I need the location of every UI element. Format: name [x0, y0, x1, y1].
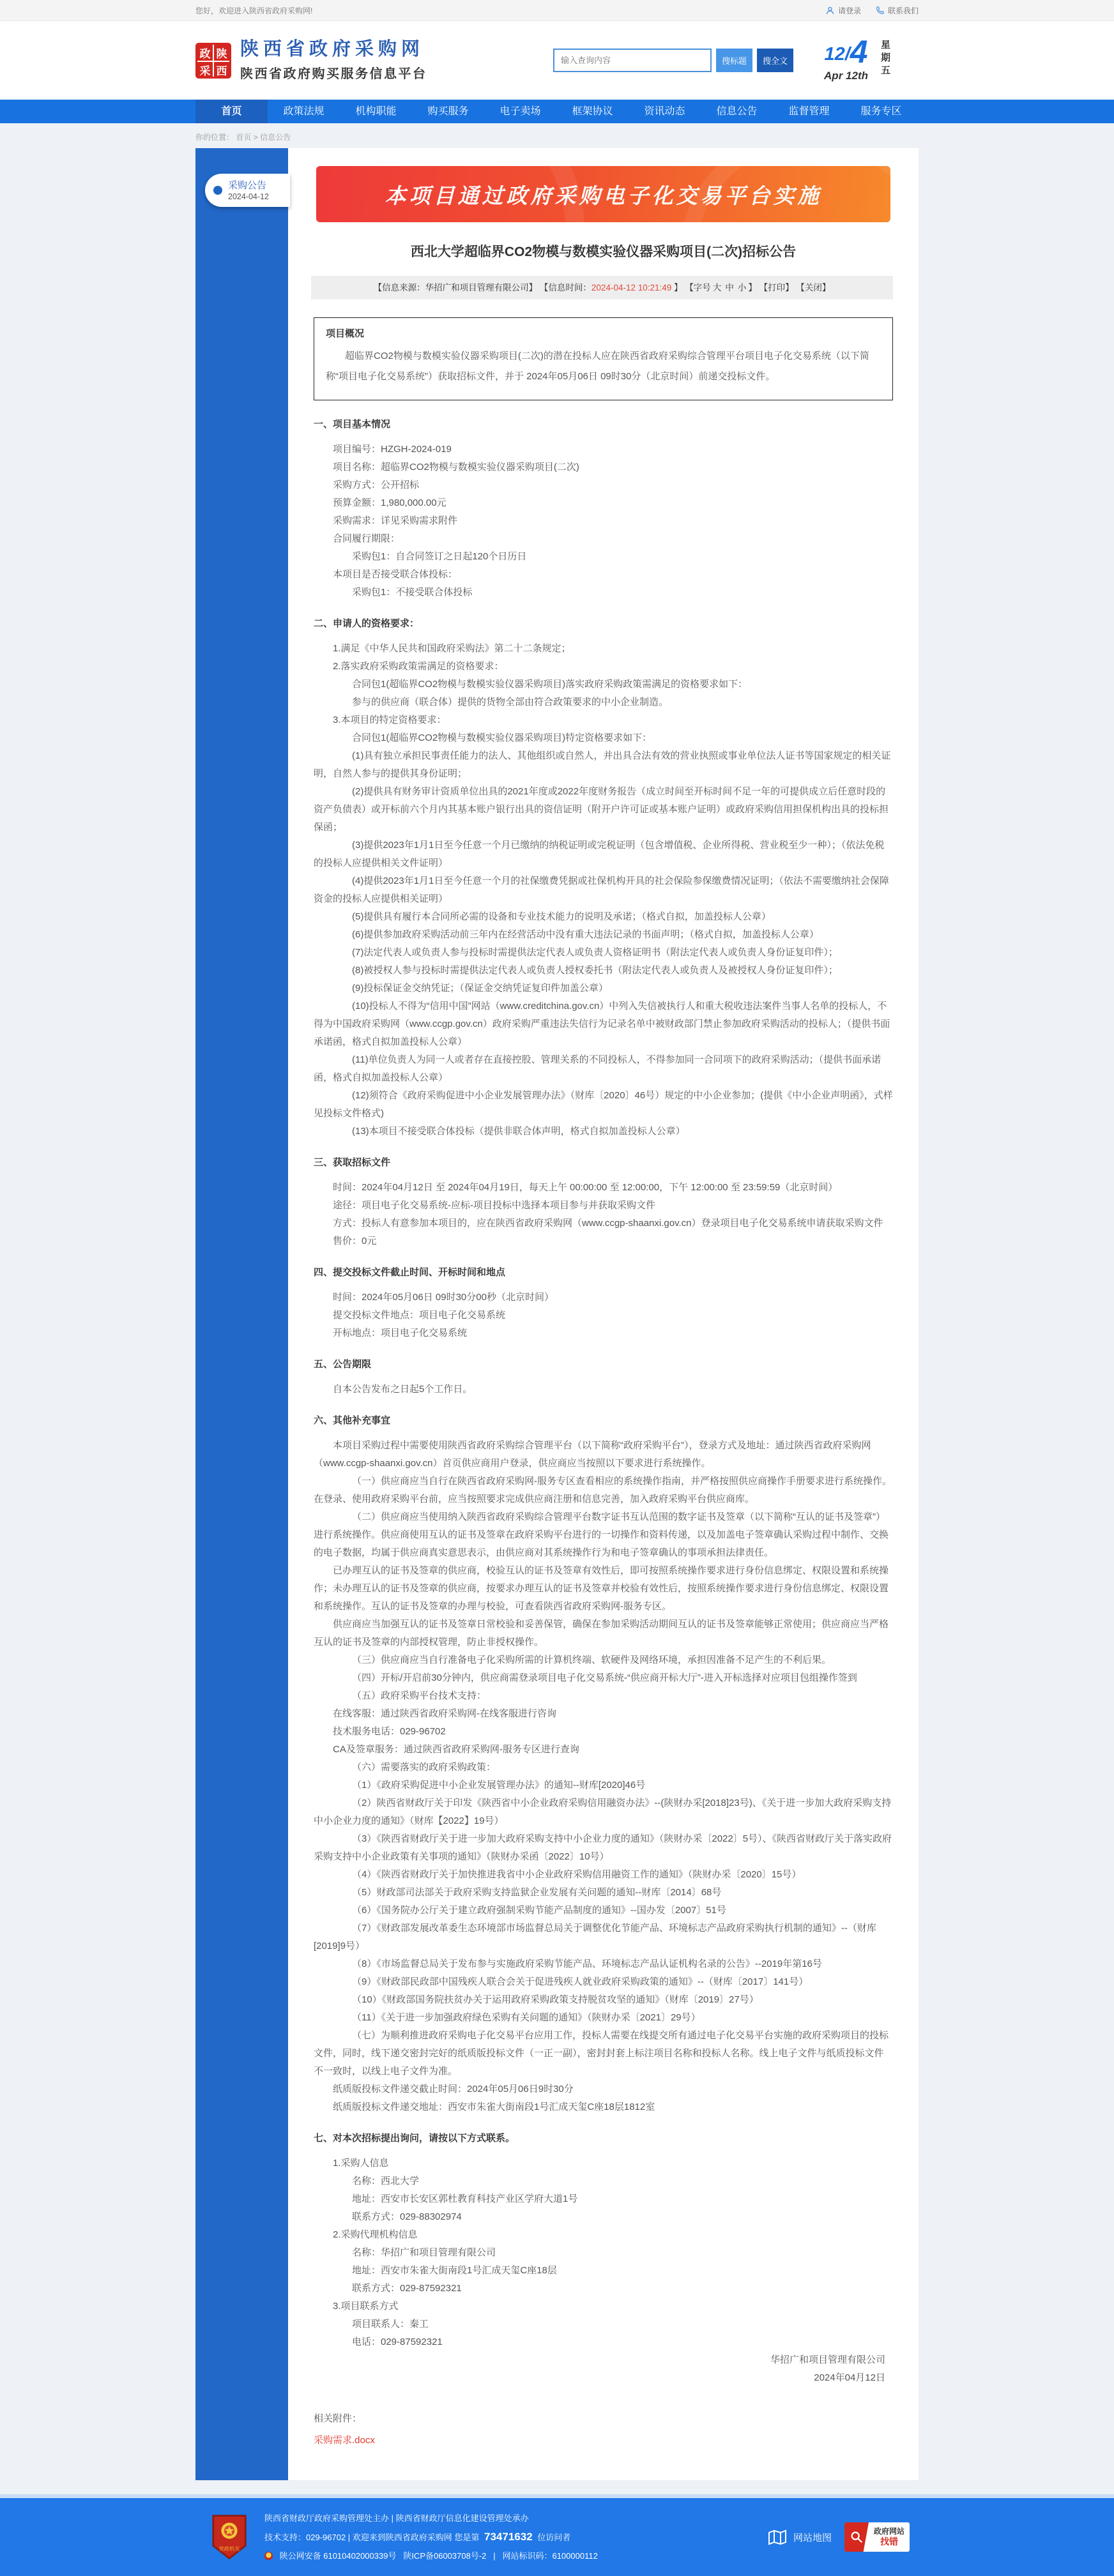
article-paragraph: （6）《国务院办公厅关于建立政府强制采购节能产品制度的通知》--国办发〔2007〕51号: [352, 1905, 726, 1916]
beian-icp: 陕ICP备06003708号-2: [403, 2551, 487, 2561]
article-paragraph: 2024年04月12日: [814, 2372, 885, 2383]
article-paragraph: 一、项目基本情况: [314, 419, 391, 430]
banner-text: 本项目通过政府采购电子化交易平台实施: [385, 183, 822, 208]
article-paragraph: 3.本项目的特定资格要求：: [333, 715, 446, 725]
article-paragraph: 电话：029-87592321: [352, 2337, 443, 2347]
article-paragraph: 合同包1(超临界CO2物模与数模实验仪器采购项目)落实政府采购政策需满足的资格要求如下：: [352, 679, 748, 690]
article-paragraph: 三、获取招标文件: [314, 1157, 391, 1168]
breadcrumb-home-link[interactable]: 首页: [236, 133, 252, 142]
category-tab[interactable]: [205, 174, 290, 207]
article-paragraph: 本项目采购过程中需要使用陕西省政府采购综合管理平台（以下简称“政府采购平台”），登录方式及地址：通过陕西省政府采购网（www.ccgp-shaanxi.gov.cn）首页供应商用户登录，供应商应当按照以下要求进行系统操作。: [314, 1440, 871, 1469]
font-size-option[interactable]: 中: [725, 283, 734, 292]
article-paragraph: （四）开标/开启前30分钟内，供应商需登录项目电子化交易系统-“供应商开标大厅”-进入开标选择对应项目包组操作签到: [352, 1672, 857, 1683]
article-paragraph: CA及签章服务：通过陕西省政府采购网-服务专区进行查询: [333, 1744, 579, 1755]
article-paragraph: (10)投标人不得为“信用中国”网站（www.creditchina.gov.cn）中列入失信被执行人和重大税收违法案件当事人名单的投标人，不得为中国政府采购网（www.ccgp.gov.cn）政府采购严重违法失信行为记录名单中被财政部门禁止参加政府采购活动的投标人；（提供书面承诺函，格式自拟加盖投标人公章）: [314, 1001, 890, 1047]
sitemap-link[interactable]: [767, 2527, 832, 2547]
search-input[interactable]: [553, 49, 712, 72]
nav-item[interactable]: 信息公告: [716, 106, 758, 117]
footer-line2: [264, 2527, 598, 2547]
article-paragraph: 华招广和项目管理有限公司: [770, 2354, 885, 2365]
site-logo: [195, 39, 427, 82]
article-paragraph: （二）供应商应当使用纳入陕西省政府采购综合管理平台数字证书互认范围的数字证书及签章（以下简称“互认的证书及签章”）进行系统操作。供应商使用互认的证书及签章在政府采购平台进行的一切操作和资料传递，以及加盖电子签章确认采购过程中制作、交换的电子数据，均属于供应商真实意思表示，由供应商对其系统操作行为和电子签章确认的事项承担法律责任。: [314, 1512, 889, 1558]
date-weekday: 星期五: [880, 39, 890, 78]
site-error-report-badge[interactable]: [844, 2522, 910, 2552]
article-paragraph: （11）《关于进一步加强政府绿色采购有关问题的通知》（陕财办采〔2021〕29号）: [352, 2012, 701, 2023]
article-paragraph: 五、公告期限: [314, 1359, 372, 1370]
logo-seal-icon: [195, 43, 231, 79]
article-paragraph: (1)具有独立承担民事责任能力的法人、其他组织或自然人，并出具合法有效的营业执照或事业单位法人证书等国家规定的相关证明，自然人参与的提供其身份证明；: [314, 750, 891, 779]
article-paragraph: 采购需求：详见采购需求附件: [333, 515, 458, 526]
overview-heading: 项目概况: [326, 328, 365, 339]
article-paragraph: (12)须符合《政府采购促进中小企业发展管理办法》（财库〔2020〕46号）规定的中小企业参加；(提供《中小企业声明函》，式样见投标文件格式): [314, 1090, 893, 1119]
attachments-label: 相关附件：: [314, 2413, 362, 2424]
err-badge-bottom: 找错: [880, 2536, 898, 2547]
article-paragraph: (11)单位负责人为同一人或者存在直接控股、管理关系的不同投标人，不得参加同一合同项下的政府采购活动；（提供书面承诺函，格式自拟加盖投标人公章）: [314, 1054, 881, 1083]
footer-line2-prefix: 技术支持：029-96702 | 欢迎来到陕西省政府采购网 您是第: [264, 2533, 480, 2542]
article-paragraph: (6)提供参加政府采购活动前三年内在经营活动中没有重大违法记录的书面声明；（格式自拟，加盖投标人公章）: [352, 929, 819, 940]
article-paragraph: 方式：投标人有意参加本项目的，应在陕西省政府采购网（www.ccgp-shaanxi.gov.cn）登录项目电子化交易系统申请获取采购文件: [333, 1218, 883, 1229]
article-paragraph: 七、对本次招标提出询问，请按以下方式联系。: [314, 2133, 515, 2144]
page-title: 西北大学超临界CO2物模与数模实验仪器采购项目(二次)招标公告: [410, 245, 797, 259]
article-paragraph: （三）供应商应当自行准备电子化采购所需的计算机终端、软硬件及网络环境，承担因准备不足产生的不利后果。: [352, 1655, 832, 1665]
visitor-count: 73471632: [484, 2531, 533, 2543]
search-fulltext-button[interactable]: 搜全文: [757, 49, 793, 72]
site-subtitle: 陕西省政府购买服务信息平台: [240, 67, 427, 82]
article-paragraph: 六、其他补充事宜: [314, 1415, 391, 1426]
article-paragraph: 供应商应当加强互认的证书及签章日常校验和妥善保管，确保在参加采购活动期间互认的证书及签章能够正常使用；供应商应当严格互认的证书及签章的内部授权管理，防止非授权操作。: [314, 1619, 889, 1648]
article-paragraph: 纸质版投标文件递交地址：西安市朱雀大街南段1号汇成天玺C座18层1812室: [333, 2102, 655, 2112]
article-paragraph: 售价：0元: [333, 1236, 377, 1246]
article-paragraph: (13)本项目不接受联合体投标（提供非联合体声明，格式自拟加盖投标人公章）: [352, 1126, 685, 1137]
phone-icon: [875, 6, 885, 15]
article-paragraph: 合同履行期限：: [333, 533, 401, 544]
article-paragraph: 已办理互认的证书及签章的供应商，校验互认的证书及签章有效性后，即可按照系统操作要求进行身份信息绑定、权限设置和系统操作；未办理互认的证书及签章的供应商，按要求办理互认的证书及签章并校验有效性后，按照系统操作要求进行身份信息绑定、权限设置和系统操作。互认的证书及签章的办理与校验，可查看陕西省政府采购网-服务专区。: [314, 1565, 889, 1612]
article-paragraph: (9)投标保证金交纳凭证；（保证金交纳凭证复印件加盖公章）: [352, 983, 608, 994]
article-paragraph: 1.满足《中华人民共和国政府采购法》第二十二条规定；: [333, 643, 571, 654]
beian-police: 陕公网安备 61010402000339号: [279, 2551, 397, 2561]
article-paragraph: 名称：西北大学: [352, 2176, 420, 2186]
user-icon: [825, 6, 835, 15]
article-paragraph: 采购方式：公开招标: [333, 480, 420, 490]
article-paragraph: （8）《市场监督总局关于发布参与实施政府采购节能产品、环境标志产品认证机构名录的公告》--2019年第16号: [352, 1959, 822, 1969]
breadcrumb: [195, 123, 919, 148]
breadcrumb-label: 你的位置：: [195, 133, 234, 142]
meta-bar: [311, 276, 893, 299]
date-widget: [824, 33, 919, 83]
article-paragraph: (7)法定代表人或负责人参与投标时需提供法定代表人或负责人资格证明书（附法定代表人或负责人身份证复印件）；: [352, 947, 838, 958]
overview-box: [314, 317, 893, 400]
article-paragraph: （3）《陕西省财政厅关于进一步加大政府采购支持中小企业力度的通知》（陕财办采〔2022〕5号）、《陕西省财政厅关于落实政府采购支持中小企业政策有关事项的通知》（陕财办采函〔2022〕10号）: [314, 1833, 892, 1862]
article-paragraph: 采购包1：自合同签订之日起120个日历日: [352, 551, 527, 562]
nav-item[interactable]: 购买服务: [427, 106, 469, 117]
nav-item[interactable]: 电子卖场: [500, 106, 541, 117]
date-english: Apr 12th: [824, 70, 868, 82]
article-paragraph: 时间：2024年05月06日 09时30分00秒（北京时间）: [333, 1292, 554, 1303]
article-paragraph: 地址：西安市朱雀大街南段1号汇成天玺C座18层: [352, 2265, 557, 2276]
article-paragraph: 联系方式：029-88302974: [352, 2211, 462, 2222]
meta-fontsize-label: 【字号: [685, 283, 711, 292]
nav-item[interactable]: 资讯动态: [644, 106, 685, 117]
article-paragraph: （9）《财政部民政部中国残疾人联合会关于促进残疾人就业政府采购政策的通知》--（财库〔2017〕141号）: [352, 1976, 809, 1987]
content-area: [195, 148, 919, 2480]
date-month: 12/: [824, 44, 850, 65]
article-paragraph: （1）《政府采购促进中小企业发展管理办法》的通知--财库[2020]46号: [352, 1780, 646, 1791]
attachment-link[interactable]: 采购需求.docx: [314, 2435, 375, 2446]
search-title-button[interactable]: 搜标题: [716, 49, 752, 72]
site-name: 陕西省政府采购网: [240, 38, 425, 59]
date-day: 4: [850, 33, 868, 70]
article-paragraph: 技术服务电话：029-96702: [333, 1726, 446, 1737]
article-paragraph: 名称：华招广和项目管理有限公司: [352, 2247, 496, 2258]
article-paragraph: （一）供应商应当自行在陕西省政府采购网-服务专区查看相应的系统操作指南，并严格按照供应商操作手册要求进行系统操作。在登录、使用政府采购平台前，应当按照要求完成供应商注册和信息完善，加入政府采购平台供应商库。: [314, 1476, 892, 1504]
nav-item[interactable]: 首页: [195, 100, 268, 123]
login-label: 请登录: [837, 6, 861, 15]
article-paragraph: （4）《陕西省财政厅关于加快推进我省中小企业政府采购信用融资工作的通知》（陕财办采〔2020〕15号）: [352, 1869, 802, 1880]
article-body: [314, 416, 893, 2450]
logo-seal-char: 采: [197, 62, 213, 78]
article-paragraph: 项目编号：HZGH-2024-019: [333, 444, 452, 455]
article-paragraph: 合同包1(超临界CO2物模与数模实验仪器采购项目)特定资格要求如下：: [352, 732, 652, 743]
article-paragraph: 1.采购人信息: [333, 2158, 389, 2169]
page-footer: [0, 2494, 1114, 2576]
nav-item[interactable]: 机构职能: [355, 106, 397, 117]
welcome-text: 您好，欢迎进入陕西省政府采购网!: [195, 6, 313, 15]
article-paragraph: 二、申请人的资格要求：: [314, 618, 420, 629]
article-paragraph: （七）为顺利推进政府采购电子化交易平台应用工作，投标人需要在线提交所有通过电子化交易平台实施的政府采购项目的投标文件，同时，线下递交密封完好的纸质版投标文件（一正一副），密封封套上标注项目名称和投标人名称。线上电子文件与纸质投标文件不一致时，以线上电子文件为准。: [314, 2030, 889, 2077]
announcement-banner: [316, 166, 890, 222]
article-paragraph: （7）《财政部发展改革委生态环境部市场监督总局关于调整优化节能产品、环境标志产品政府采购执行机制的通知》--（财库[2019]9号）: [314, 1923, 876, 1951]
login-link[interactable]: [825, 5, 861, 16]
logo-seal-char: 陕: [214, 45, 229, 61]
article-paragraph: 提交投标文件地点：项目电子化交易系统: [333, 1310, 506, 1321]
breadcrumb-separator: >: [253, 133, 258, 142]
article-paragraph: (4)提供2023年1月1日至今任意一个月的社保缴费凭据或社保机构开具的社会保险参保缴费情况证明；（依法不需要缴纳社会保障资金的投标人应提供相关证明）: [314, 875, 889, 904]
article-paragraph: （五）政府采购平台技术支持：: [352, 1690, 487, 1701]
footer-line1: 陕西省财政厅政府采购管理处主办 | 陕西省财政厅信息化建设管理处承办: [264, 2513, 529, 2523]
article-paragraph: 联系方式：029-87592321: [352, 2283, 462, 2294]
article-paragraph: 项目名称：超临界CO2物模与数模实验仪器采购项目(二次): [333, 462, 579, 473]
article-paragraph: 四、提交投标文件截止时间、开标时间和地点: [314, 1267, 506, 1278]
contact-label: 联系我们: [887, 6, 919, 15]
article-paragraph: （10）《财政部国务院扶贫办关于运用政府采购政策支持脱贫攻坚的通知》（财库〔2019〕27号）: [352, 1994, 759, 2005]
overview-body: 超临界CO2物模与数模实验仪器采购项目(二次)的潜在投标人应在陕西省政府采购综合管理平台项目电子化交易系统（以下简称“项目电子化交易系统”）获取招标文件，并于 2024年05月06日 09时30分（北京时间）前递交投标文件。: [326, 351, 869, 382]
category-rail: [195, 148, 288, 2480]
article-paragraph: 2.落实政府采购政策需满足的资格要求：: [333, 661, 504, 672]
footer-separator: |: [493, 2551, 496, 2561]
nav-item[interactable]: 监督管理: [788, 106, 830, 117]
government-emblem-icon: [211, 2513, 248, 2561]
font-size-option[interactable]: 大: [712, 283, 722, 292]
article-paragraph: 开标地点：项目电子化交易系统: [333, 1328, 468, 1338]
article-paragraph: 地址：西安市长安区郭杜教育科技产业区学府大道1号: [352, 2193, 578, 2204]
nav-item[interactable]: 框架协议: [572, 106, 613, 117]
article-paragraph: (8)被授权人参与投标时需提供法定代表人或负责人授权委托书（附法定代表人或负责人及被授权人身份证复印件）；: [352, 965, 838, 976]
meta-time-prefix: 【信息时间：: [539, 283, 591, 292]
print-button[interactable]: 【打印】: [759, 283, 794, 292]
police-badge-icon: [264, 2552, 273, 2560]
contact-link[interactable]: [875, 5, 919, 16]
article-paragraph: 在线客服：通过陕西省政府采购网-在线客服进行咨询: [333, 1708, 556, 1719]
meta-time-suffix: 】: [671, 283, 683, 292]
breadcrumb-current-link[interactable]: 信息公告: [260, 133, 291, 142]
map-icon: [767, 2527, 788, 2547]
bullet-dot-icon: [213, 186, 222, 195]
article-paragraph: （六）需要落实的政府采购政策：: [352, 1762, 496, 1773]
article-paragraph: (5)提供具有履行本合同所必需的设备和专业技术能力的说明及承诺；（格式自拟，加盖投标人公章）: [352, 911, 771, 922]
err-badge-top: 政府网站: [873, 2526, 904, 2536]
article-paragraph: （5）财政部司法部关于政府采购支持监狱企业发展有关问题的通知--财库〔2014〕68号: [352, 1887, 722, 1898]
font-size-option[interactable]: 小: [737, 283, 747, 292]
emblem-label: 党政机关: [218, 2545, 240, 2552]
article-paragraph: 途径：项目电子化交易系统-应标-项目投标中选择本项目参与并获取采购文件: [333, 1200, 655, 1211]
article-paragraph: 本项目是否接受联合体投标：: [333, 569, 458, 580]
search-area: [553, 49, 793, 72]
article-paragraph: (3)提供2023年1月1日至今任意一个月已缴纳的纳税证明或完税证明（包含增值税、企业所得税、营业税至少一种）；（依法免税的投标人应提供相关文件证明）: [314, 840, 885, 868]
meta-time: 2024-04-12 10:21:49: [591, 283, 672, 292]
article-paragraph: （2）陕西省财政厅关于印发《陕西省中小企业政府采购信用融资办法》--(陕财办采[2018]23号)、《关于进一步加大政府采购支持中小企业力度的通知》（财库【2022】19号）: [314, 1798, 892, 1826]
article-paragraph: 纸质版投标文件递交截止时间：2024年05月06日9时30分: [333, 2084, 574, 2095]
article-paragraph: 项目联系人：秦工: [352, 2319, 429, 2330]
article-paragraph: 时间：2024年04月12日 至 2024年04月19日，每天上午 00:00:00 至 12:00:00，下午 12:00:00 至 23:59:59（北京时间）: [333, 1182, 838, 1193]
article-paragraph: (2)提供具有财务审计资质单位出具的2021年度或2022年度财务报告（成立时间至开标时间不足一年的可提供成立后任意时段的资产负债表）或开标前六个月内其基本账户银行出具的资信证明（附开户许可证或基本账户证明）或政府采购信用担保机构出具的投标担保函；: [314, 786, 889, 833]
article-paragraph: 自本公告发布之日起5个工作日。: [333, 1384, 473, 1395]
main-nav: [0, 100, 1114, 123]
category-name: 采购公告: [228, 180, 267, 192]
article-paragraph: 2.采购代理机构信息: [333, 2229, 418, 2240]
sitemap-label: 网站地图: [793, 2532, 832, 2543]
meta-source: 【信息来源：华招广和项目管理有限公司】: [373, 283, 538, 292]
close-button[interactable]: 【关闭】: [796, 283, 831, 292]
article-paragraph: 预算金额：1,980,000.00元: [333, 497, 446, 508]
article-panel: [288, 148, 919, 2480]
logo-seal-char: 政: [197, 45, 213, 61]
top-bar: [0, 0, 1114, 21]
footer-line3: [264, 2547, 598, 2565]
nav-item[interactable]: 服务专区: [860, 106, 902, 117]
meta-fontsize-suffix: 】: [748, 283, 757, 292]
article-paragraph: 采购包1：不接受联合体投标: [352, 587, 473, 598]
logo-seal-char: 西: [214, 62, 229, 78]
footer-line2-suffix: 位访问者: [537, 2533, 571, 2542]
nav-item[interactable]: 政策法规: [283, 106, 324, 117]
site-code: 网站标识码：6100000112: [502, 2551, 598, 2561]
article-paragraph: 3.项目联系方式: [333, 2301, 399, 2312]
article-paragraph: 参与的供应商（联合体）提供的货物全部由符合政策要求的中小企业制造。: [352, 697, 669, 708]
category-date: 2024-04-12: [228, 192, 269, 201]
site-header: [0, 21, 1114, 100]
magnifier-icon: [850, 2530, 864, 2544]
